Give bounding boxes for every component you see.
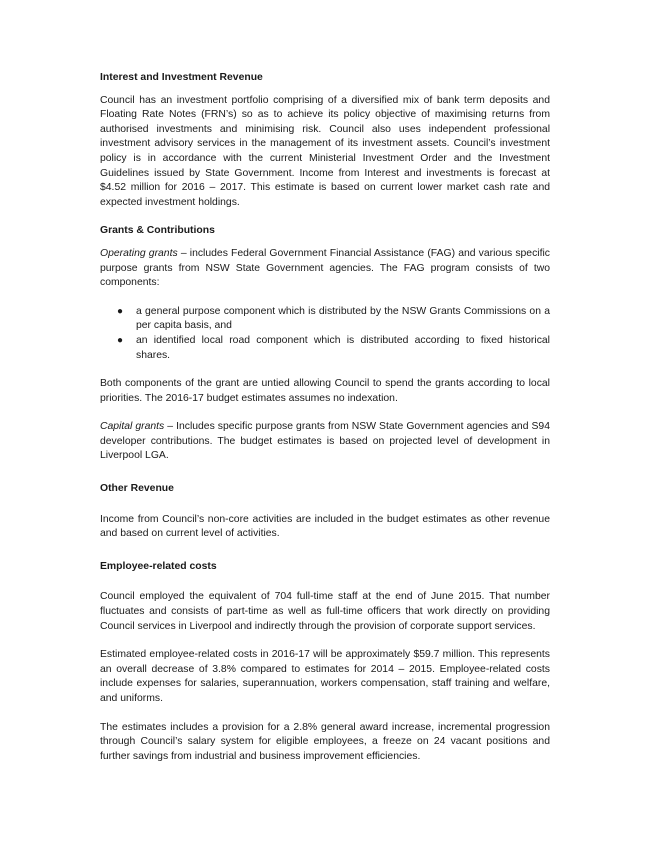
- list-item: ● an identified local road component which is distributed according to fixed historical shares.: [117, 334, 550, 361]
- paragraph-other-revenue: Income from Council’s non-core activities are included in the budget estimates as other revenue and based on current level of activities.: [100, 513, 550, 540]
- operating-grants-label: Operating grants: [100, 247, 178, 259]
- heading-grants: Grants & Contributions: [100, 225, 215, 237]
- document-content: [100, 71, 550, 764]
- paragraph-employee-estimate: Estimated employee-related costs in 2016-17 will be approximately $59.7 million. This represents an overall decrease of 3.8% compared to estimates for 2014 – 2015. Employee-related costs include expenses for salaries, superannuation, workers compensation, staff training and welfare, and uniforms.: [100, 649, 550, 704]
- paragraph-interest: Council has an investment portfolio comprising of a diversified mix of bank term deposits and Floating Rate Notes (FRN’s) so as to achieve its policy objective of maximising returns from authorised investments and minimising risk. Council also uses independent professional investment advisory services in the management of its investment assets. Council’s investment policy is in accordance with the current Ministerial Investment Order and the Investment Guidelines issued by State Government. Income from Interest and investments is forecast at $4.52 million for 2016 – 2017. This estimate is based on current lower market cash rate and expected investment holdings.: [100, 94, 550, 208]
- heading-employee-costs: Employee-related costs: [100, 560, 217, 572]
- paragraph-untied-grants: Both components of the grant are untied allowing Council to spend the grants according to local priorities. The 2016-17 budget estimates assumes no indexation.: [100, 378, 550, 404]
- paragraph-capital-grants: [100, 420, 550, 464]
- bullet-icon: ●: [117, 334, 124, 346]
- grant-components-list: [100, 305, 550, 363]
- operating-grants-text: – includes Federal Government Financial Assistance (FAG) and various specific purpose grants from NSW State Government agencies. The FAG program consists of two components:: [100, 247, 550, 289]
- bullet-icon: ●: [117, 305, 124, 317]
- paragraph-employee-staff: Council employed the equivalent of 704 full-time staff at the end of June 2015. That number fluctuates and consists of part-time as well as full-time officers that work directly on providing Council services in Liverpool and indirectly through the provision of corporate support services.: [100, 591, 550, 632]
- paragraph-employee-provisions: The estimates includes a provision for a 2.8% general award increase, incremental progression through Council’s salary system for eligible employees, a freeze on 24 vacant positions and further savings from industrial and business improvement efficiencies.: [100, 721, 550, 762]
- heading-interest: Interest and Investment Revenue: [100, 72, 263, 83]
- heading-other-revenue: Other Revenue: [100, 483, 174, 495]
- capital-grants-text: – Includes specific purpose grants from NSW State Government agencies and S94 developer contributions. The budget estimates is based on projected level of development in Liverpool LGA.: [100, 421, 550, 462]
- list-item: ● a general purpose component which is distributed by the NSW Grants Commissions on a per capita basis, and: [117, 305, 550, 332]
- paragraph-operating-grants: [100, 247, 550, 291]
- capital-grants-label: Capital grants: [100, 421, 165, 433]
